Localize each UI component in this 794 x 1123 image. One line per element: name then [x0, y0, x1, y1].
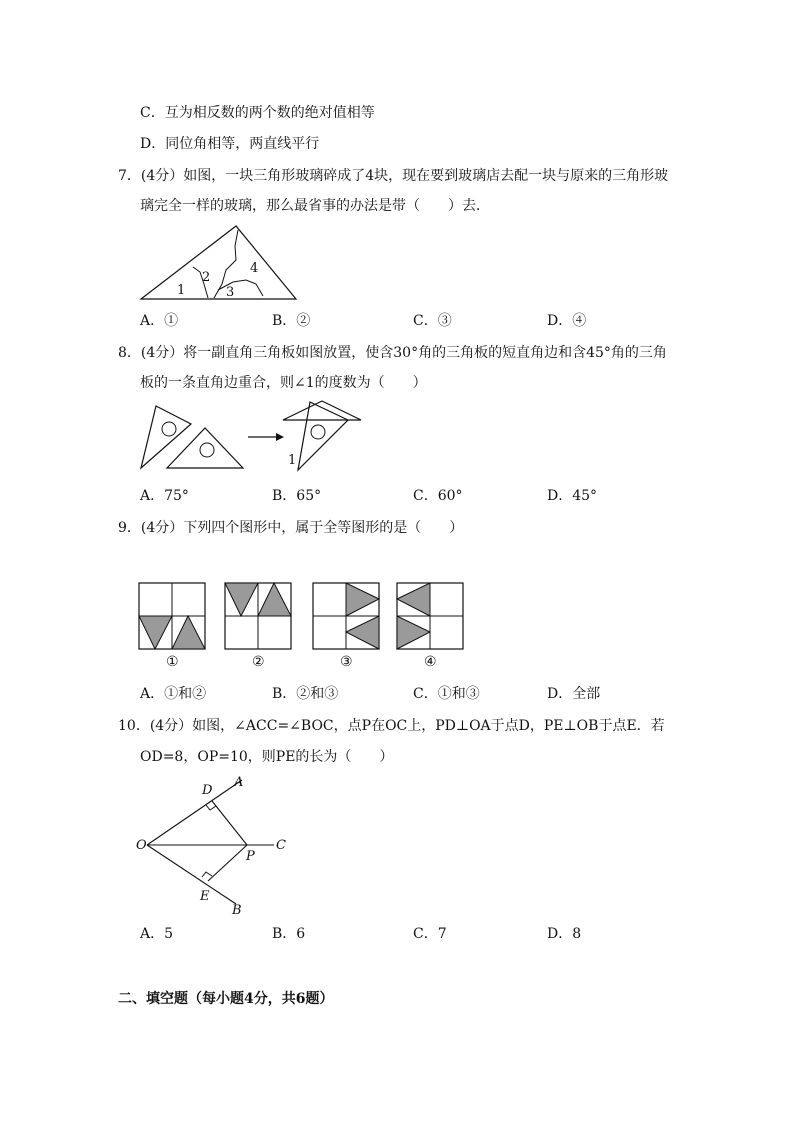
q7-piece-4-label: 4	[250, 261, 259, 276]
q7-piece-1-label: 1	[177, 283, 186, 298]
q9-caption-4: ④	[424, 654, 437, 670]
q8-option-c[interactable]: C．60°	[413, 488, 463, 504]
q10-geometry-figure	[134, 772, 304, 918]
q7-piece-2-label: 2	[202, 270, 211, 285]
q9-figure-2	[224, 582, 292, 650]
q8-stem-line1: 8．(4分）将一副直角三角板如图放置，使含30°角的三角板的短直角边和含45°角的三角	[118, 345, 667, 361]
q9-figure-4	[396, 582, 464, 650]
q7-stem-line2: 璃完全一样的玻璃，那么最省事的办法是带（ ）去．	[140, 198, 490, 214]
q9-option-c[interactable]: C．①和③	[413, 686, 480, 702]
q8-stem-line2: 板的一条直角边重合，则∠1的度数为（ ）	[140, 375, 427, 391]
q7-option-a[interactable]: A．①	[140, 313, 179, 329]
q6-option-d: D．同位角相等，两直线平行	[140, 136, 320, 152]
q9-caption-1: ①	[166, 654, 179, 670]
q9-figure-1	[138, 582, 206, 650]
q8-option-d[interactable]: D．45°	[547, 488, 598, 504]
q9-figure-3	[312, 582, 380, 650]
q9-caption-2: ②	[252, 654, 265, 670]
q6-option-c: C．互为相反数的两个数的绝对值相等	[140, 105, 375, 121]
q8-angle-1-label: 1	[288, 453, 297, 468]
q10-point-p: P	[246, 849, 255, 864]
q7-option-c[interactable]: C．③	[413, 313, 452, 329]
q10-point-c: C	[276, 838, 286, 853]
q9-stem: 9．(4分）下列四个图形中，属于全等图形的是（ ）	[118, 520, 464, 536]
q10-option-a[interactable]: A．5	[140, 926, 174, 942]
q8-option-b[interactable]: B．65°	[272, 488, 322, 504]
q7-piece-3-label: 3	[226, 285, 235, 300]
q7-broken-triangle-figure	[138, 222, 302, 304]
q9-option-a[interactable]: A．①和②	[140, 686, 207, 702]
section-2-title: 二、填空题（每小题4分，共6题）	[118, 991, 334, 1007]
q7-option-d[interactable]: D．④	[547, 313, 587, 329]
q8-combined-boards-figure	[280, 398, 366, 474]
q9-option-b[interactable]: B．②和③	[272, 686, 339, 702]
q10-point-d: D	[202, 783, 213, 798]
q10-option-c[interactable]: C．7	[413, 926, 447, 942]
q7-stem-line1: 7．(4分）如图，一块三角形玻璃碎成了4块，现在要到玻璃店去配一块与原来的三角形玻	[118, 168, 669, 184]
q10-option-b[interactable]: B．6	[272, 926, 306, 942]
q10-point-b: B	[232, 903, 242, 918]
q9-caption-3: ③	[340, 654, 353, 670]
q10-option-d[interactable]: D．8	[547, 926, 582, 942]
q8-option-a[interactable]: A．75°	[140, 488, 189, 504]
q10-point-e: E	[200, 889, 210, 904]
q10-point-o: O	[136, 838, 147, 853]
q10-stem-line1: 10．(4分）如图，∠ACC=∠BOC，点P在OC上，PD⊥OA于点D，PE⊥OB于点E．若	[118, 718, 665, 734]
q9-option-d[interactable]: D．全部	[547, 686, 601, 702]
q7-option-b[interactable]: B．②	[272, 313, 311, 329]
q10-point-a: A	[234, 775, 244, 790]
q10-stem-line2: OD=8，OP=10，则PE的长为（ ）	[140, 749, 394, 765]
